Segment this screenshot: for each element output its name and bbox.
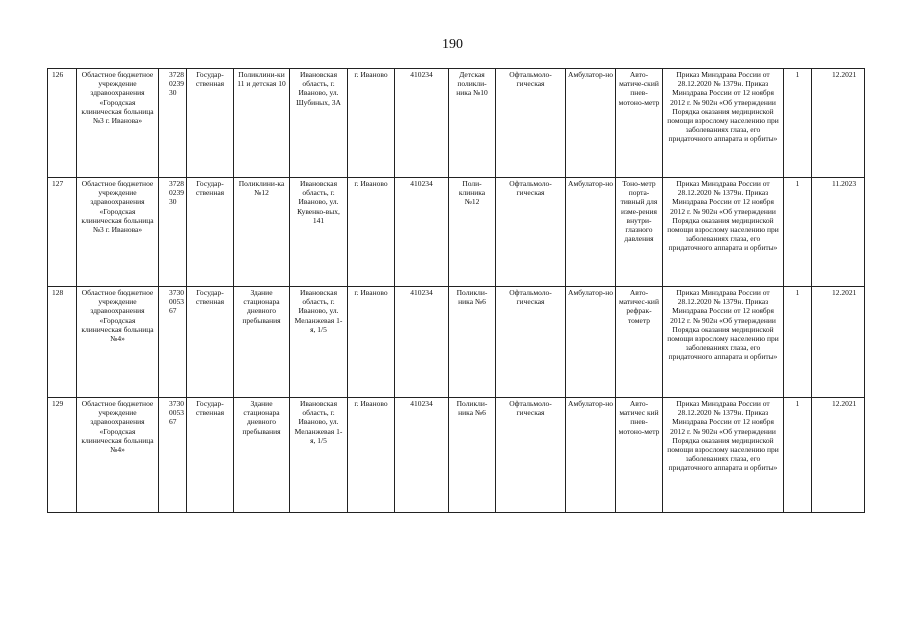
cell-ownership: Государ-ственная bbox=[187, 398, 234, 513]
cell-date: 11.2023 bbox=[812, 178, 865, 287]
cell-address: Ивановская область, г. Иваново, ул. Меланжевая 1-я, 1/5 bbox=[290, 398, 348, 513]
cell-device: Тоно-метр порта-тивный для изме-рения внутри-глазного давления bbox=[616, 178, 663, 287]
cell-city: г. Иваново bbox=[348, 69, 395, 178]
cell-unit: Поликли-ника №6 bbox=[449, 287, 496, 398]
cell-date: 12.2021 bbox=[812, 287, 865, 398]
cell-building: Здание стационара дневного пребывания bbox=[234, 287, 290, 398]
cell-city: г. Иваново bbox=[348, 398, 395, 513]
cell-date: 12.2021 bbox=[812, 398, 865, 513]
cell-organization: Областное бюджетное учреждение здравоохранения «Городская клиническая больница №4» bbox=[77, 287, 159, 398]
cell-inn: 3728 0239 30 bbox=[159, 178, 187, 287]
cell-postcode: 410234 bbox=[395, 287, 449, 398]
cell-specialty: Офтальмоло-гическая bbox=[496, 178, 566, 287]
cell-number: 126 bbox=[48, 69, 77, 178]
cell-unit: Детская поликли-ника №10 bbox=[449, 69, 496, 178]
cell-specialty: Офтальмоло-гическая bbox=[496, 69, 566, 178]
cell-device: Авто-матичес кий пнев-мотоно-метр bbox=[616, 398, 663, 513]
cell-ownership: Государ-ственная bbox=[187, 178, 234, 287]
cell-quantity: 1 bbox=[784, 398, 812, 513]
cell-quantity: 1 bbox=[784, 178, 812, 287]
cell-unit: Поли-клиника №12 bbox=[449, 178, 496, 287]
cell-postcode: 410234 bbox=[395, 69, 449, 178]
cell-city: г. Иваново bbox=[348, 287, 395, 398]
cell-building: Здание стационара дневного пребывания bbox=[234, 398, 290, 513]
cell-postcode: 410234 bbox=[395, 178, 449, 287]
cell-postcode: 410234 bbox=[395, 398, 449, 513]
cell-order: Приказ Минздрава России от 28.12.2020 № 1379н. Приказ Минздрава России от 12 ноября 2012 г. № 902н «Об утверждении Порядка оказания медицинской помощи взрослому населению при заболеваниях глаза, его придаточного аппарата и орбиты» bbox=[663, 287, 784, 398]
cell-specialty: Офтальмоло-гическая bbox=[496, 398, 566, 513]
table-row bbox=[48, 69, 865, 178]
cell-device: Авто-матиче-ский пнев-мотоно-метр bbox=[616, 69, 663, 178]
page-number: 190 bbox=[442, 37, 463, 52]
cell-building: Поликлини-ка №12 bbox=[234, 178, 290, 287]
cell-address: Ивановская область, г. Иваново, ул. Шубиных, 3А bbox=[290, 69, 348, 178]
cell-building: Поликлини-ки 11 и детская 10 bbox=[234, 69, 290, 178]
cell-number: 129 bbox=[48, 398, 77, 513]
table-row bbox=[48, 178, 865, 287]
cell-specialty: Офтальмоло-гическая bbox=[496, 287, 566, 398]
table-row bbox=[48, 398, 865, 513]
cell-address: Ивановская область, г. Иваново, ул. Меланжевая 1-я, 1/5 bbox=[290, 287, 348, 398]
cell-address: Ивановская область, г. Иваново, ул. Кувенко-вых, 141 bbox=[290, 178, 348, 287]
cell-quantity: 1 bbox=[784, 69, 812, 178]
cell-care-type: Амбулатор-но bbox=[566, 178, 616, 287]
cell-number: 128 bbox=[48, 287, 77, 398]
cell-order: Приказ Минздрава России от 28.12.2020 № 1379н. Приказ Минздрава России от 12 ноября 2012 г. № 902н «Об утверждении Порядка оказания медицинской помощи взрослому населению при заболеваниях глаза, его придаточного аппарата и орбиты» bbox=[663, 398, 784, 513]
table-row bbox=[48, 287, 865, 398]
cell-care-type: Амбулатор-но bbox=[566, 287, 616, 398]
cell-care-type: Амбулатор-но bbox=[566, 398, 616, 513]
cell-organization: Областное бюджетное учреждение здравоохранения «Городская клиническая больница №3 г. Иванова» bbox=[77, 178, 159, 287]
cell-organization: Областное бюджетное учреждение здравоохранения «Городская клиническая больница №3 г. Иванова» bbox=[77, 69, 159, 178]
equipment-table bbox=[47, 68, 865, 513]
cell-order: Приказ Минздрава России от 28.12.2020 № 1379н. Приказ Минздрава России от 12 ноября 2012 г. № 902н «Об утверждении Порядка оказания медицинской помощи взрослому населению при заболеваниях глаза, его придаточного аппарата и орбиты» bbox=[663, 178, 784, 287]
cell-inn: 3730 0053 67 bbox=[159, 398, 187, 513]
cell-number: 127 bbox=[48, 178, 77, 287]
cell-unit: Поликли-ника №6 bbox=[449, 398, 496, 513]
cell-care-type: Амбулатор-но bbox=[566, 69, 616, 178]
cell-device: Авто-матичес-кий рефрак-тометр bbox=[616, 287, 663, 398]
cell-order: Приказ Минздрава России от 28.12.2020 № 1379н. Приказ Минздрава России от 12 ноября 2012 г. № 902н «Об утверждении Порядка оказания медицинской помощи взрослому населению при заболеваниях глаза, его придаточного аппарата и орбиты» bbox=[663, 69, 784, 178]
cell-organization: Областное бюджетное учреждение здравоохранения «Городская клиническая больница №4» bbox=[77, 398, 159, 513]
cell-city: г. Иваново bbox=[348, 178, 395, 287]
cell-inn: 3728 0239 30 bbox=[159, 69, 187, 178]
cell-ownership: Государ-ственная bbox=[187, 69, 234, 178]
cell-ownership: Государ-ственная bbox=[187, 287, 234, 398]
cell-inn: 3730 0053 67 bbox=[159, 287, 187, 398]
cell-date: 12.2021 bbox=[812, 69, 865, 178]
cell-quantity: 1 bbox=[784, 287, 812, 398]
